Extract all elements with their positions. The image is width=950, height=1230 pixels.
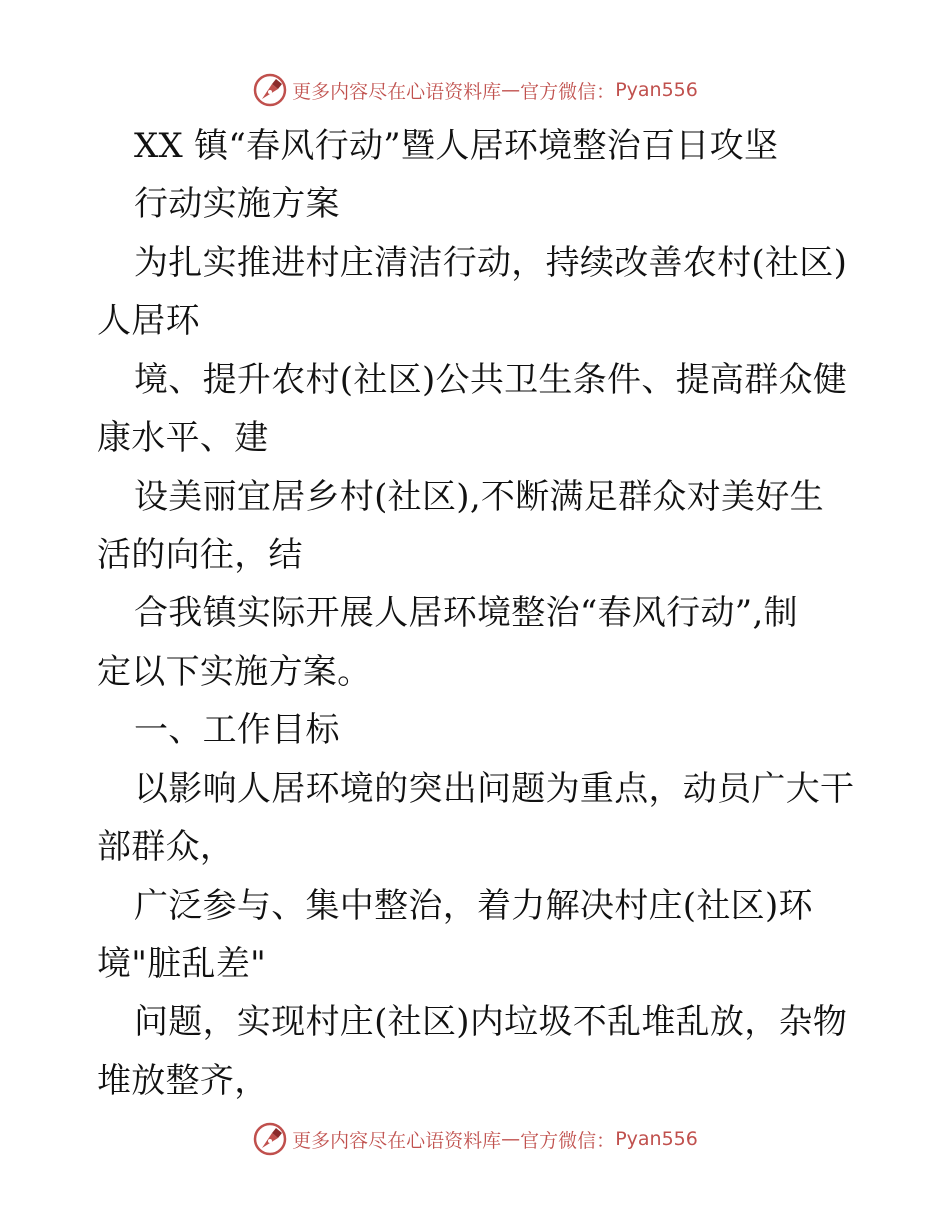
body-line: 以影响人居环境的突出问题为重点，动员广大干 (134, 769, 855, 809)
body-line: 堆放整齐， (97, 1061, 269, 1101)
watermark-separator: — (501, 1128, 521, 1150)
body-line: 部群众， (97, 827, 235, 867)
document-title-line-1: XX 镇“春风行动”暨人居环境整治百日攻坚 (134, 126, 779, 166)
body-line: 境"脏乱差" (97, 944, 267, 984)
body-line: 人居环 (97, 301, 200, 341)
body-line: 境、提升农村(社区)公共卫生条件、提高群众健 (134, 360, 848, 400)
pen-nib-circle-logo-icon (252, 1121, 288, 1157)
section-heading: 一、工作目标 (134, 710, 340, 750)
watermark-wechat-id: Pyan556 (615, 1128, 698, 1150)
body-line: 设美丽宜居乡村(社区),不断满足群众对美好生 (134, 477, 824, 517)
pen-nib-circle-logo-icon (252, 72, 288, 108)
watermark-wechat-label: 官方微信： (520, 1129, 616, 1152)
watermark-text: 更多内容尽在心语资料库 (292, 80, 502, 103)
header-watermark (0, 70, 950, 110)
body-line: 康水平、建 (97, 418, 269, 458)
body-line: 为扎实推进村庄清洁行动，持续改善农村(社区) (134, 243, 848, 283)
body-line: 定以下实施方案。 (97, 652, 372, 692)
watermark-separator: — (501, 79, 521, 101)
body-line: 活的向往，结 (97, 535, 303, 575)
body-line: 广泛参与、集中整治，着力解决村庄(社区)环 (134, 886, 813, 926)
body-line: 问题，实现村庄(社区)内垃圾不乱堆乱放，杂物 (134, 1002, 848, 1042)
footer-watermark (0, 1119, 950, 1159)
document-title-line-2: 行动实施方案 (134, 184, 340, 224)
watermark-wechat-id: Pyan556 (615, 79, 698, 101)
body-line: 合我镇实际开展人居环境整治“春风行动”,制 (134, 593, 798, 633)
watermark-wechat-label: 官方微信： (520, 80, 616, 103)
watermark-text: 更多内容尽在心语资料库 (292, 1129, 502, 1152)
